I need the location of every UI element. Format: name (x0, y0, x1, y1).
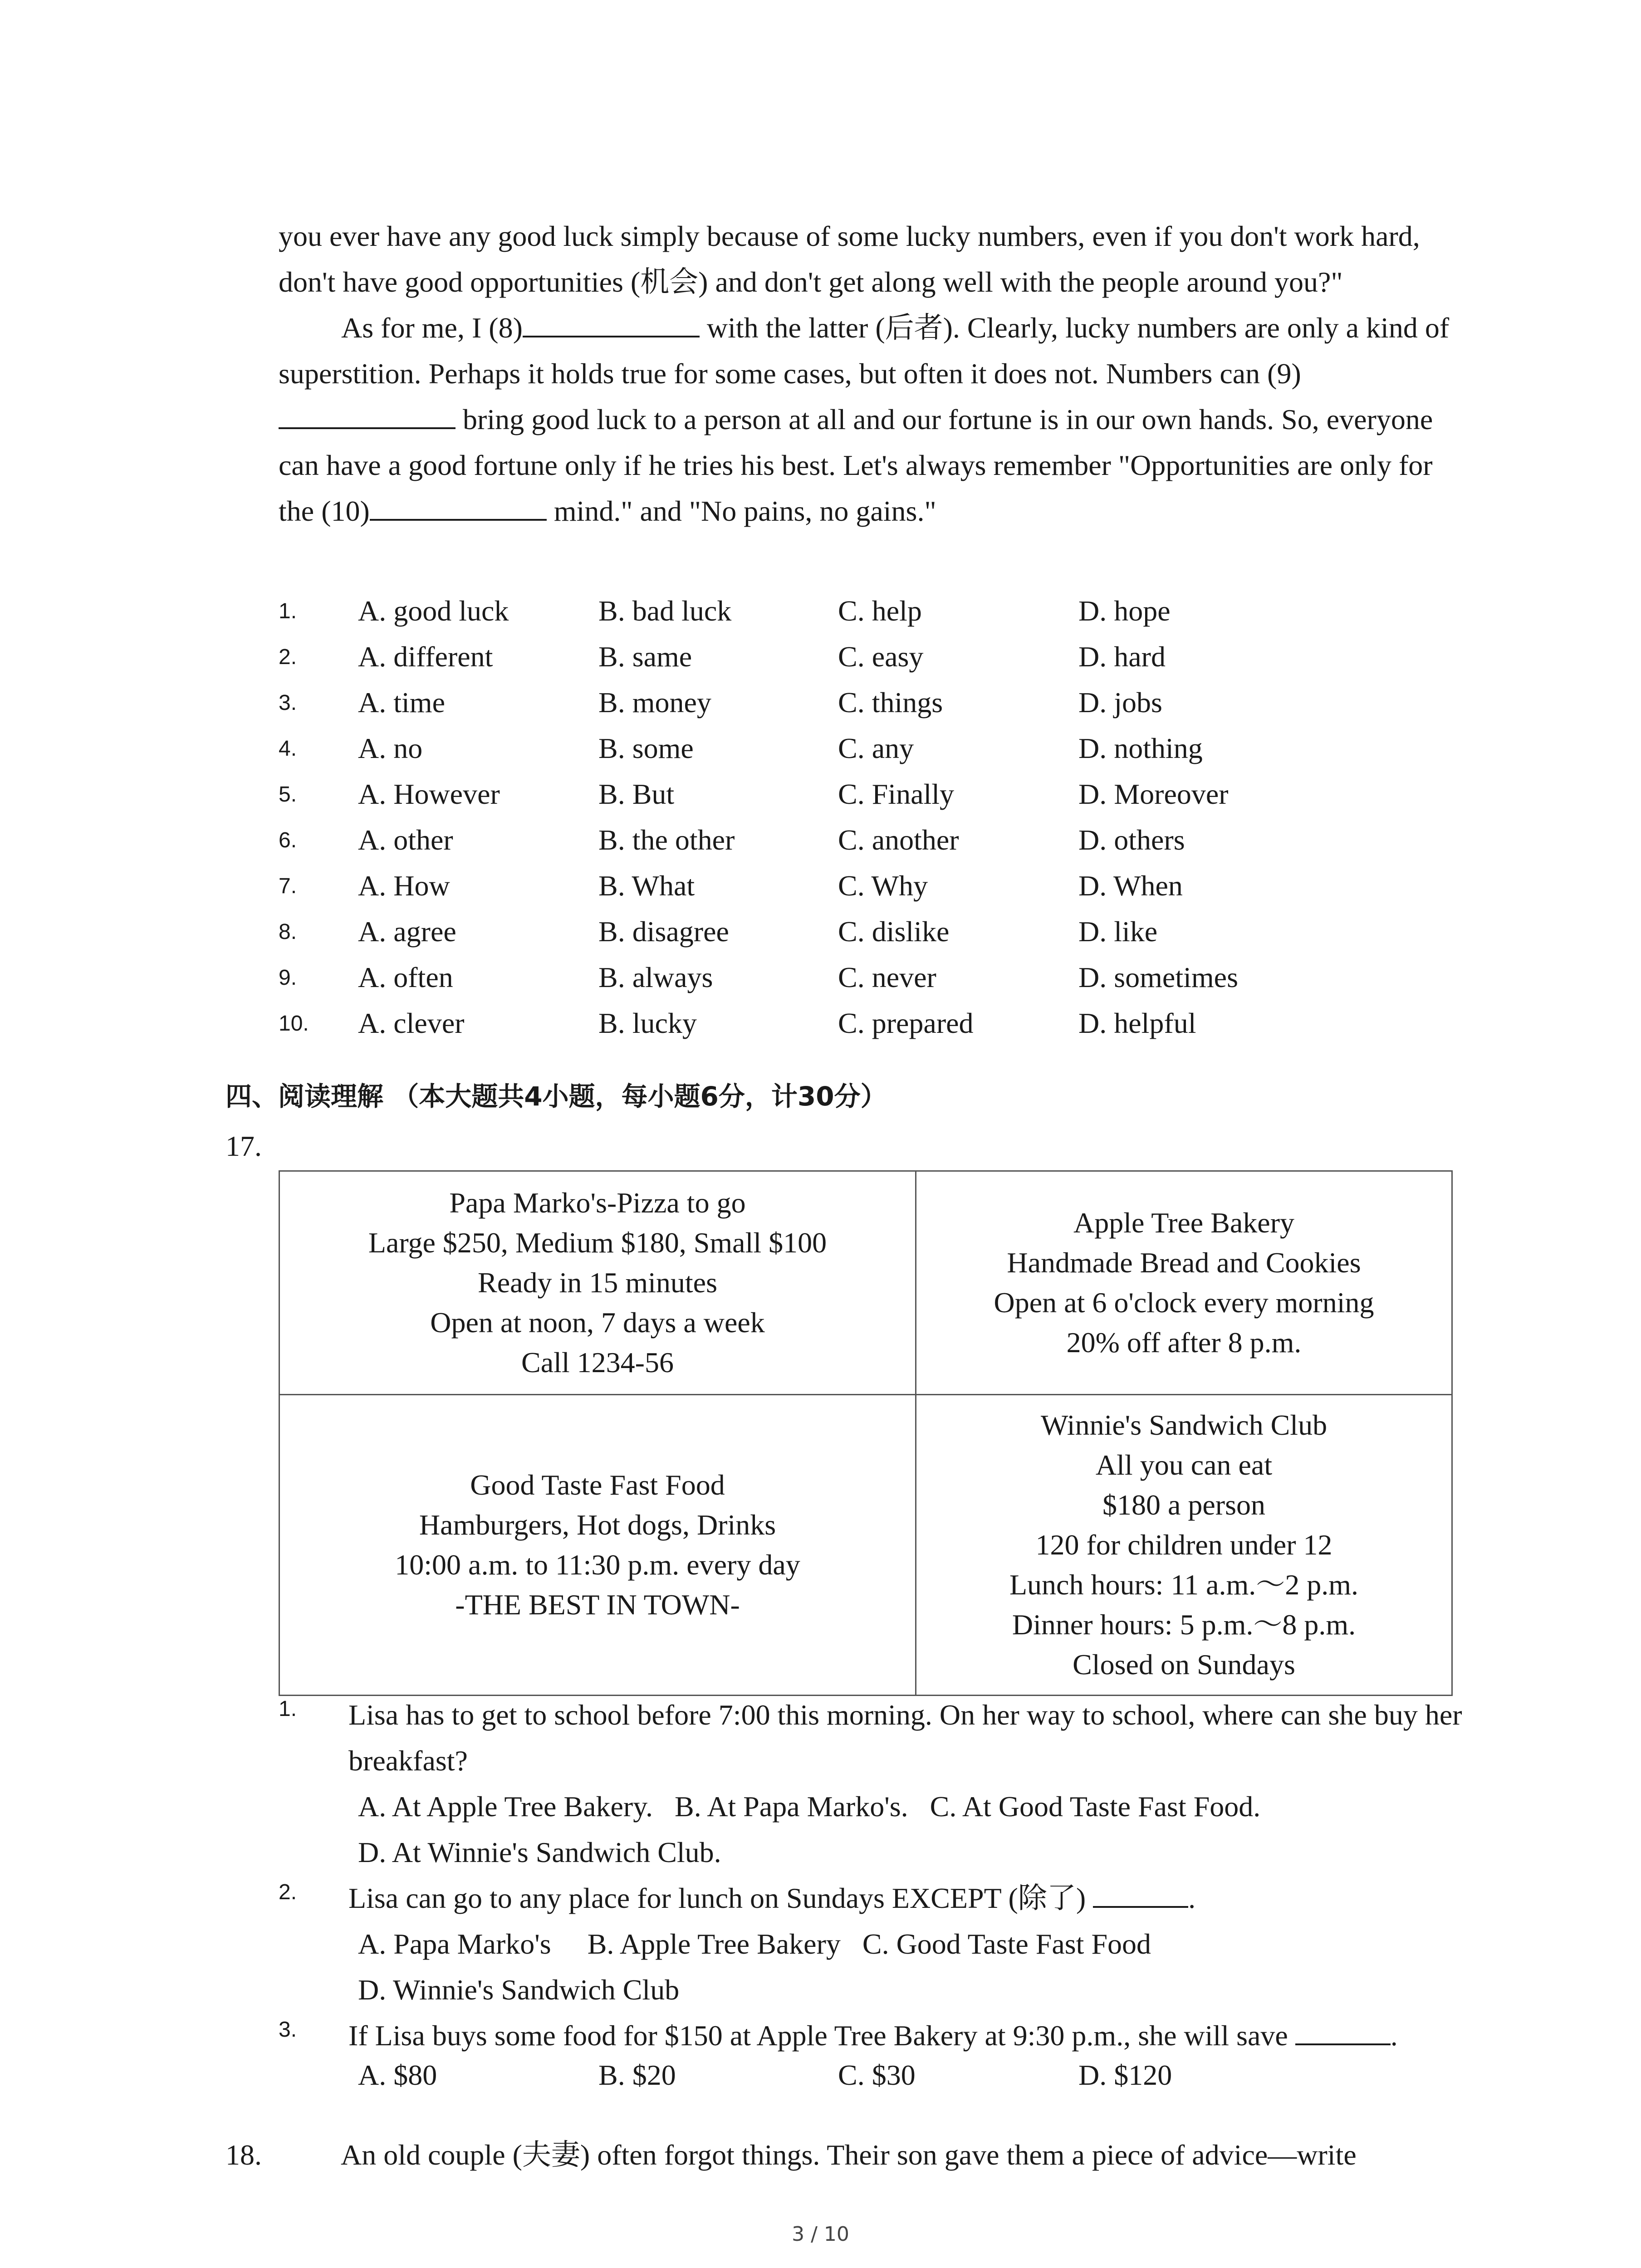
ad-line: Open at noon, 7 days a week (430, 1306, 765, 1339)
question-17-number: 17. (225, 1130, 262, 1162)
ad-line: Handmade Bread and Cookies (1007, 1246, 1361, 1279)
question-number: 1. (279, 1697, 297, 1721)
option-a[interactable]: A. good luck (358, 595, 509, 627)
option-number: 4. (279, 737, 297, 761)
option-b[interactable]: B. money (598, 686, 711, 719)
passage-paragraph-1: you ever have any good luck simply because of some lucky numbers, even if you don't work hard, don't have good opportunities (机会) and don't get along well with the people around you?" (279, 220, 1420, 298)
option-b[interactable]: B. some (598, 732, 694, 764)
blank-9[interactable] (279, 401, 456, 429)
option-number: 8. (279, 920, 297, 944)
option-d[interactable]: D. hope (1078, 595, 1171, 627)
option-a[interactable]: A. time (358, 686, 445, 719)
option-c[interactable]: C. things (838, 686, 943, 719)
option-c[interactable]: C. another (838, 824, 959, 856)
option-d[interactable]: D. hard (1078, 640, 1166, 673)
option-b[interactable]: B. always (598, 961, 713, 993)
ad-line: Call 1234-56 (521, 1346, 674, 1378)
ad-line: Dinner hours: 5 p.m.～8 p.m. (1012, 1608, 1356, 1641)
q17-sub3 (279, 2013, 1504, 2104)
ad-line: Closed on Sundays (1073, 1648, 1295, 1681)
section-heading: 四、阅读理解 （本大题共4小题，每小题6分，计30分） (225, 1081, 887, 1112)
ad-line: Good Taste Fast Food (470, 1469, 725, 1501)
option-b[interactable]: B. But (598, 778, 675, 810)
choice-line[interactable]: A. At Apple Tree Bakery. B. At Papa Marko's. C. At Good Taste Fast Food. (358, 1790, 1261, 1823)
ad-line: Lunch hours: 11 a.m.～2 p.m. (1009, 1569, 1359, 1601)
ad-apple-tree-bakery (916, 1171, 1452, 1395)
option-row (279, 1007, 1504, 1052)
choice-a[interactable]: A. $80 (358, 2059, 437, 2091)
question-18-number: 18. (225, 2139, 262, 2171)
option-row (279, 732, 1504, 777)
choice-c[interactable]: C. $30 (838, 2059, 916, 2091)
option-a[interactable]: A. no (358, 732, 423, 764)
option-a[interactable]: A. How (358, 870, 450, 902)
ad-line: Ready in 15 minutes (478, 1266, 717, 1299)
blank-10[interactable] (370, 493, 547, 521)
option-c[interactable]: C. easy (838, 640, 924, 673)
ad-line: Apple Tree Bakery (1073, 1207, 1295, 1239)
choice-line[interactable]: A. Papa Marko's B. Apple Tree Bakery C. Good Taste Fast Food (358, 1928, 1151, 1960)
option-number: 3. (279, 691, 297, 715)
option-b[interactable]: B. What (598, 870, 695, 902)
choice-line[interactable]: D. At Winnie's Sandwich Club. (358, 1836, 721, 1868)
option-d[interactable]: D. helpful (1078, 1007, 1196, 1039)
question-item (279, 1875, 1504, 2013)
passage-continuation (279, 213, 1454, 534)
option-number: 10. (279, 1012, 309, 1036)
ad-line: Large $250, Medium $180, Small $100 (368, 1227, 827, 1259)
option-a[interactable]: A. clever (358, 1007, 465, 1039)
cloze-options (279, 594, 1504, 1052)
ad-line: Open at 6 o'clock every morning (994, 1286, 1374, 1319)
answer-blank[interactable] (1295, 2018, 1391, 2045)
option-row (279, 594, 1504, 640)
ad-papa-marko (279, 1171, 916, 1395)
option-d[interactable]: D. others (1078, 824, 1185, 856)
option-number: 1. (279, 599, 297, 623)
choice-row (279, 2058, 1504, 2104)
option-d[interactable]: D. When (1078, 870, 1183, 902)
option-b[interactable]: B. lucky (598, 1007, 697, 1039)
option-b[interactable]: B. same (598, 640, 692, 673)
question-18-text: An old couple (夫妻) often forgot things. Their son gave them a piece of advice—write (341, 2139, 1357, 2171)
question-text: Lisa can go to any place for lunch on Sundays EXCEPT (除了) . (348, 1875, 1504, 1921)
option-c[interactable]: C. Finally (838, 778, 955, 810)
option-d[interactable]: D. Moreover (1078, 778, 1229, 810)
option-b[interactable]: B. bad luck (598, 595, 732, 627)
option-d[interactable]: D. jobs (1078, 686, 1162, 719)
option-row (279, 777, 1504, 823)
q17-sub1 (279, 1692, 1504, 1875)
choice-d[interactable]: D. $120 (1078, 2059, 1172, 2091)
ads-table (279, 1170, 1453, 1696)
option-a[interactable]: A. agree (358, 915, 456, 948)
ad-line: $180 a person (1102, 1489, 1266, 1521)
option-a[interactable]: A. different (358, 640, 493, 673)
option-b[interactable]: B. the other (598, 824, 735, 856)
option-row (279, 686, 1504, 732)
option-number: 9. (279, 966, 297, 990)
question-item (279, 1692, 1504, 1875)
option-b[interactable]: B. disagree (598, 915, 729, 948)
question-number: 3. (279, 2018, 297, 2042)
option-number: 5. (279, 782, 297, 807)
question-text: Lisa has to get to school before 7:00 this morning. On her way to school, where can she buy her breakfast? (348, 1699, 1462, 1777)
choice-line[interactable]: D. Winnie's Sandwich Club (358, 1974, 680, 2006)
option-d[interactable]: D. nothing (1078, 732, 1203, 764)
passage-paragraph-2: As for me, I (8) with the latter (后者). Clearly, lucky numbers are only a kind of superstition. Perhaps it holds true for some cases, but often it does not. Numbers can (9) bring good luck to a person at all and our fortune is in our own hands. So, everyone can have a good fortune only if he tries his best. Let's always remember "Opportunities are only for the (10) mind." and "No pains, no gains." (279, 305, 1454, 534)
option-c[interactable]: C. prepared (838, 1007, 974, 1039)
choice-b[interactable]: B. $20 (598, 2059, 676, 2091)
option-c[interactable]: C. help (838, 595, 922, 627)
blank-8[interactable] (523, 309, 700, 337)
option-number: 7. (279, 874, 297, 898)
ad-line: 10:00 a.m. to 11:30 p.m. every day (395, 1549, 800, 1581)
option-row (279, 961, 1504, 1007)
page-number: 3 / 10 (792, 2223, 849, 2246)
option-row (279, 915, 1504, 961)
ad-line: Hamburgers, Hot dogs, Drinks (419, 1509, 776, 1541)
ad-line: Winnie's Sandwich Club (1040, 1409, 1327, 1441)
option-row (279, 823, 1504, 869)
question-item (279, 2013, 1504, 2104)
option-c[interactable]: C. never (838, 961, 936, 993)
answer-blank[interactable] (1093, 1881, 1188, 1908)
option-c[interactable]: C. any (838, 732, 914, 764)
ad-winnie (916, 1395, 1452, 1696)
ad-line: All you can eat (1095, 1449, 1273, 1481)
ad-good-taste (279, 1395, 916, 1696)
option-row (279, 869, 1504, 915)
option-number: 6. (279, 828, 297, 852)
ad-line: -THE BEST IN TOWN- (455, 1589, 740, 1621)
ad-line: 120 for children under 12 (1035, 1529, 1332, 1561)
option-c[interactable]: C. dislike (838, 915, 950, 948)
q17-sub2 (279, 1875, 1504, 2013)
question-text: If Lisa buys some food for $150 at Apple Tree Bakery at 9:30 p.m., she will save . (348, 2013, 1504, 2058)
option-d[interactable]: D. like (1078, 915, 1158, 948)
ad-line: Papa Marko's-Pizza to go (449, 1187, 746, 1219)
ad-line: 20% off after 8 p.m. (1066, 1326, 1302, 1359)
question-number: 2. (279, 1880, 297, 1904)
option-a[interactable]: A. other (358, 824, 453, 856)
option-number: 2. (279, 645, 297, 669)
option-row (279, 640, 1504, 686)
option-a[interactable]: A. However (358, 778, 500, 810)
option-d[interactable]: D. sometimes (1078, 961, 1238, 993)
option-a[interactable]: A. often (358, 961, 453, 993)
option-c[interactable]: C. Why (838, 870, 928, 902)
